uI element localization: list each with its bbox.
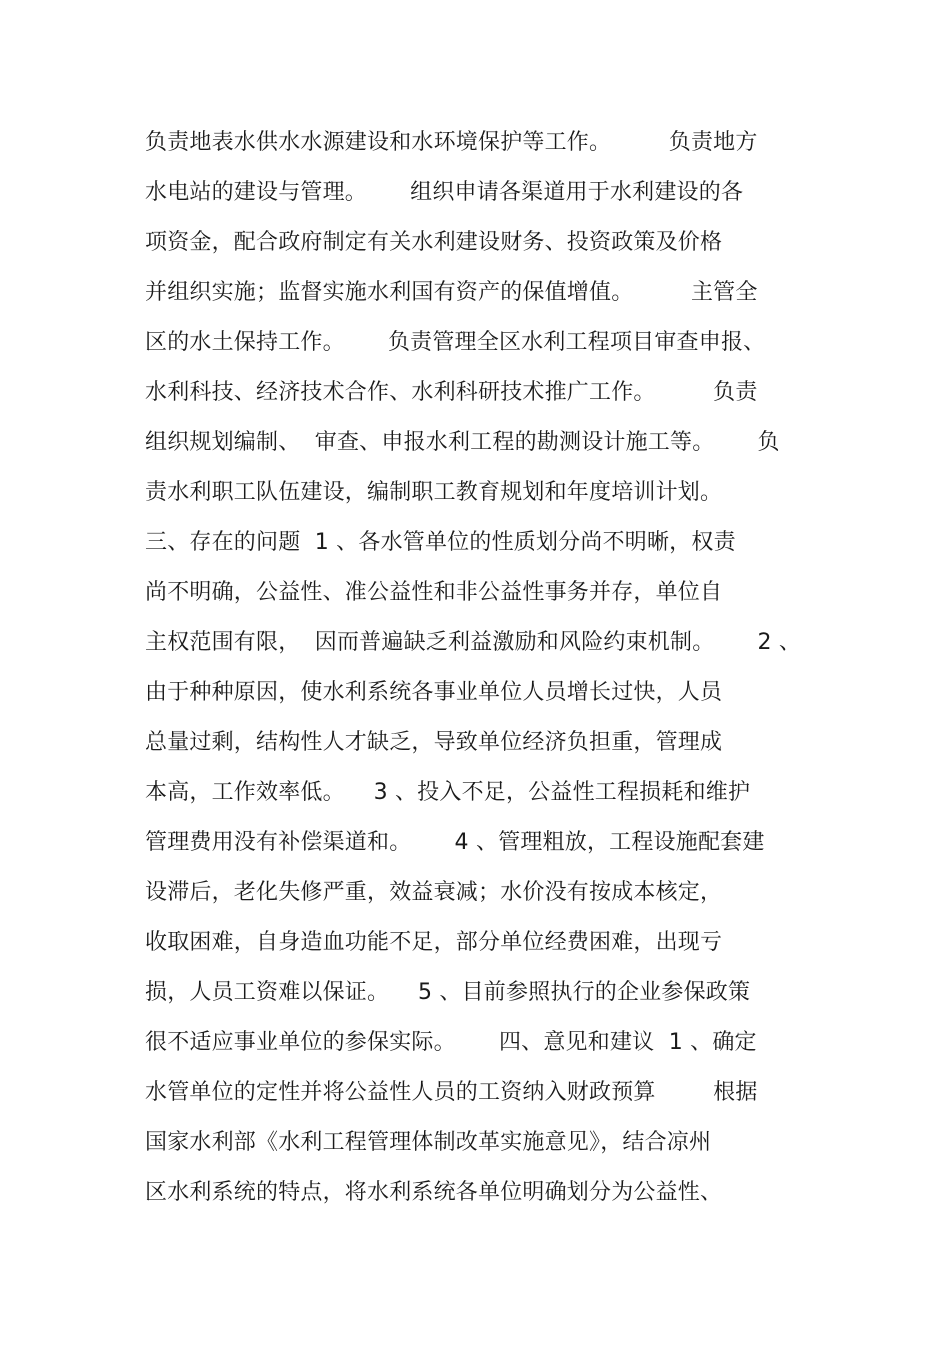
text-line: 很不适应事业单位的参保实际。 四、意见和建议 1 、确定 <box>145 1030 757 1055</box>
text-line: 管理费用没有补偿渠道和。 4 、管理粗放，工程设施配套建 <box>145 830 765 855</box>
text-line: 水利科技、经济技术合作、水利科研技术推广工作。 负责 <box>145 380 758 405</box>
text-line: 责水利职工队伍建设，编制职工教育规划和年度培训计划。 <box>145 480 723 505</box>
text-line: 区的水土保持工作。 负责管理全区水利工程项目审查申报、 <box>145 330 766 355</box>
text-line: 主权范围有限， 因而普遍缺乏利益激励和风险约束机制。 2 、 <box>145 630 802 655</box>
text-line: 项资金，配合政府制定有关水利建设财务、投资政策及价格 <box>145 230 723 255</box>
text-line: 尚不明确，公益性、准公益性和非公益性事务并存，单位自 <box>145 580 723 605</box>
text-line: 设滞后，老化失修严重，效益衰减；水价没有按成本核定， <box>145 880 723 905</box>
text-line: 并组织实施；监督实施水利国有资产的保值增值。 主管全 <box>145 280 758 305</box>
body-text <box>145 118 825 1218</box>
text-line: 组织规划编制、 审查、申报水利工程的勘测设计施工等。 负 <box>145 430 780 455</box>
text-line: 总量过剩，结构性人才缺乏，导致单位经济负担重，管理成 <box>145 730 723 755</box>
text-line: 水管单位的定性并将公益性人员的工资纳入财政预算 根据 <box>145 1080 758 1105</box>
text-line: 负责地表水供水水源建设和水环境保护等工作。 负责地方 <box>145 130 758 155</box>
text-line: 水电站的建设与管理。 组织申请各渠道用于水利建设的各 <box>145 180 744 205</box>
text-line: 三、存在的问题 1 、各水管单位的性质划分尚不明晰，权责 <box>145 530 736 555</box>
text-line: 损，人员工资难以保证。 5 、目前参照执行的企业参保政策 <box>145 980 751 1005</box>
text-line: 收取困难，自身造血功能不足，部分单位经费困难，出现亏 <box>145 930 723 955</box>
text-line: 国家水利部《水利工程管理体制改革实施意见》，结合凉州 <box>145 1130 712 1155</box>
text-line: 由于种种原因，使水利系统各事业单位人员增长过快，人员 <box>145 680 723 705</box>
text-line: 区水利系统的特点，将水利系统各单位明确划分为公益性、 <box>145 1180 723 1205</box>
text-line: 本高，工作效率低。 3 、投入不足，公益性工程损耗和维护 <box>145 780 751 805</box>
